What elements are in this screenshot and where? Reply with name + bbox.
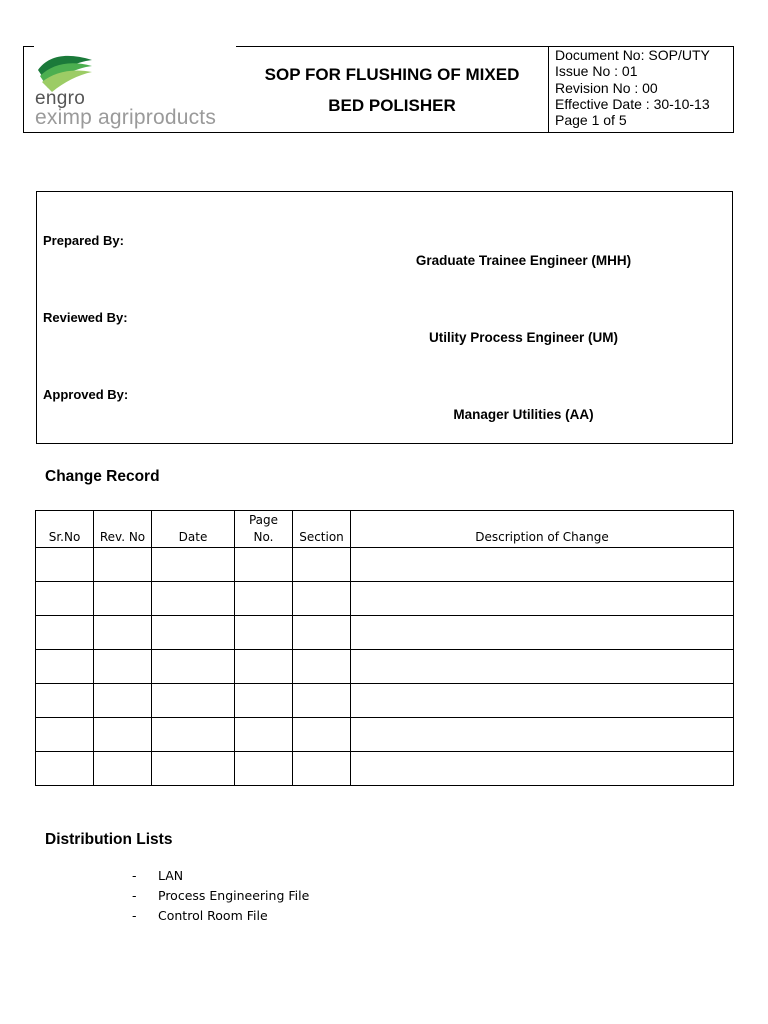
table-cell bbox=[293, 684, 351, 718]
change-record-table bbox=[35, 510, 734, 786]
table-cell bbox=[293, 616, 351, 650]
col-page-no-line1: Page bbox=[248, 513, 279, 527]
table-cell bbox=[293, 548, 351, 582]
col-description: Description of Change bbox=[351, 511, 734, 548]
table-cell bbox=[36, 684, 94, 718]
table-cell bbox=[94, 582, 152, 616]
table-cell bbox=[152, 684, 235, 718]
table-cell bbox=[152, 650, 235, 684]
document-number: Document No: SOP/UTY bbox=[555, 47, 710, 63]
table-cell bbox=[235, 616, 293, 650]
list-item-label: LAN bbox=[158, 868, 184, 883]
revision-number: Revision No : 00 bbox=[555, 79, 658, 96]
table-row bbox=[36, 582, 734, 616]
col-rev-no: Rev. No bbox=[94, 511, 152, 548]
prepared-by-label: Prepared By: bbox=[43, 233, 124, 248]
document-meta bbox=[548, 46, 734, 133]
approval-box bbox=[36, 191, 733, 444]
table-cell bbox=[351, 548, 734, 582]
table-cell bbox=[235, 718, 293, 752]
table-row bbox=[36, 684, 734, 718]
document-title bbox=[236, 46, 548, 133]
table-cell bbox=[94, 718, 152, 752]
logo-cell bbox=[23, 46, 236, 133]
table-cell bbox=[152, 718, 235, 752]
col-page-no-line2: No. bbox=[253, 530, 274, 544]
change-record-title: Change Record bbox=[45, 468, 160, 485]
table-cell bbox=[36, 548, 94, 582]
table-cell bbox=[235, 684, 293, 718]
table-cell bbox=[235, 650, 293, 684]
table-cell bbox=[94, 684, 152, 718]
reviewed-by-row bbox=[0, 330, 619, 345]
table-cell bbox=[36, 650, 94, 684]
table-cell bbox=[94, 548, 152, 582]
list-item bbox=[132, 886, 309, 906]
list-bullet: - bbox=[132, 908, 137, 923]
table-cell bbox=[36, 718, 94, 752]
issue-number: Issue No : 01 bbox=[555, 63, 638, 80]
table-cell bbox=[94, 616, 152, 650]
col-page-no bbox=[235, 511, 293, 548]
table-cell bbox=[351, 582, 734, 616]
col-date: Date bbox=[152, 511, 235, 548]
table-cell bbox=[351, 752, 734, 786]
reviewed-by-value: Utility Process Engineer (UM) bbox=[428, 330, 619, 345]
table-row bbox=[36, 548, 734, 582]
distribution-list bbox=[132, 866, 309, 926]
document-header bbox=[23, 46, 734, 133]
approved-by-value: Manager Utilities (AA) bbox=[453, 407, 594, 422]
list-item-label: Control Room File bbox=[158, 908, 268, 923]
col-section: Section bbox=[293, 511, 351, 548]
list-bullet: - bbox=[132, 868, 137, 883]
table-row bbox=[36, 752, 734, 786]
table-cell bbox=[235, 582, 293, 616]
table-header-row bbox=[36, 511, 734, 548]
table-cell bbox=[293, 650, 351, 684]
approved-by-row bbox=[0, 407, 610, 422]
table-cell bbox=[152, 548, 235, 582]
list-item bbox=[132, 866, 309, 886]
table-cell bbox=[351, 684, 734, 718]
table-cell bbox=[351, 650, 734, 684]
table-cell bbox=[94, 752, 152, 786]
col-sr-no: Sr.No bbox=[36, 511, 94, 548]
distribution-title: Distribution Lists bbox=[45, 831, 173, 848]
prepared-by-row bbox=[0, 253, 632, 268]
table-cell bbox=[351, 718, 734, 752]
table-row bbox=[36, 650, 734, 684]
effective-date: Effective Date : 30-10-13 bbox=[555, 95, 710, 112]
prepared-by-value: Graduate Trainee Engineer (MHH) bbox=[415, 253, 632, 268]
title-line-2: BED POLISHER bbox=[328, 95, 456, 115]
logo-subtitle: eximp agriproducts bbox=[35, 106, 217, 129]
table-cell bbox=[36, 752, 94, 786]
table-cell bbox=[235, 548, 293, 582]
page-number: Page 1 of 5 bbox=[555, 112, 627, 129]
table-cell bbox=[94, 650, 152, 684]
title-line-1: SOP FOR FLUSHING OF MIXED bbox=[264, 64, 520, 84]
reviewed-by-label: Reviewed By: bbox=[43, 310, 128, 325]
table-cell bbox=[152, 752, 235, 786]
table-cell bbox=[235, 752, 293, 786]
table-cell bbox=[293, 582, 351, 616]
list-item-label: Process Engineering File bbox=[158, 888, 310, 903]
table-cell bbox=[36, 616, 94, 650]
table-row bbox=[36, 616, 734, 650]
table-cell bbox=[293, 718, 351, 752]
table-row bbox=[36, 718, 734, 752]
table-cell bbox=[152, 582, 235, 616]
table-cell bbox=[293, 752, 351, 786]
table-cell bbox=[36, 582, 94, 616]
engro-logo-icon bbox=[36, 50, 94, 92]
table-cell bbox=[351, 616, 734, 650]
approved-by-label: Approved By: bbox=[43, 387, 129, 402]
table-cell bbox=[152, 616, 235, 650]
list-item bbox=[132, 906, 309, 926]
logo-wordmark: engro bbox=[35, 88, 86, 109]
list-bullet: - bbox=[132, 888, 137, 903]
